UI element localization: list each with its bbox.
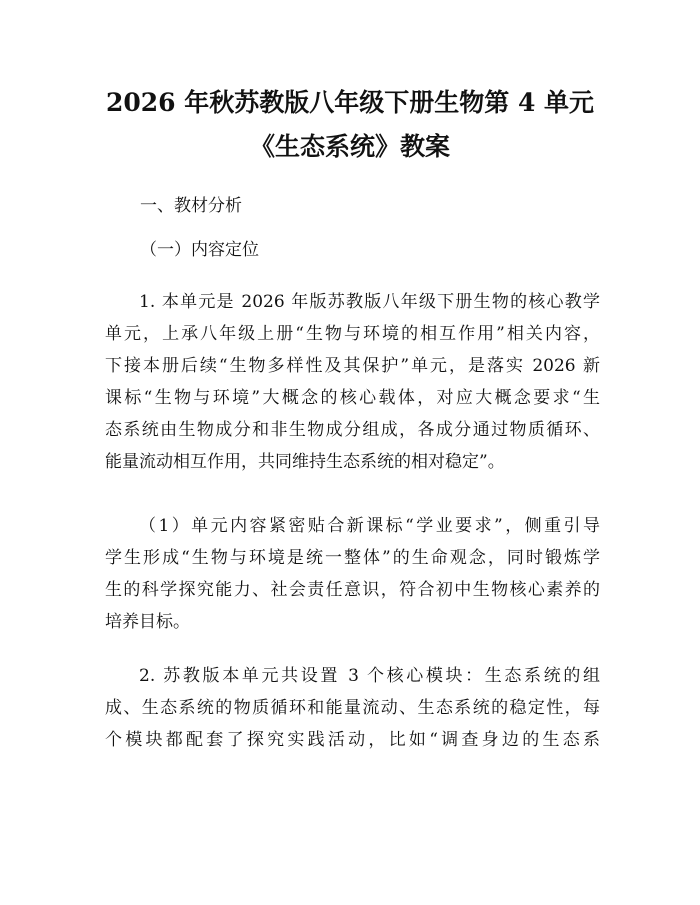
paragraph-line: 课标“生物与环境”大概念的核心载体，对应大概念要求“生	[105, 388, 600, 408]
section-heading-textbook-analysis: 一、教材分析	[140, 196, 242, 216]
paragraph-line: 个模块都配套了探究实践活动，比如“调查身边的生态系	[105, 730, 600, 750]
paragraph-line: （1）单元内容紧密贴合新课标“学业要求”，侧重引导	[139, 516, 600, 536]
paragraph-line: 单元，上承八年级上册“生物与环境的相互作用”相关内容，	[105, 324, 600, 344]
paragraph-line: 2. 苏教版本单元共设置 3 个核心模块：生态系统的组	[139, 666, 600, 686]
paragraph-line: 能量流动相互作用，共同维持生态系统的相对稳定”。	[105, 452, 505, 472]
paragraph-line: 生的科学探究能力、社会责任意识，符合初中生物核心素养的	[105, 580, 600, 600]
paragraph-core-modules	[105, 660, 600, 756]
paragraph-line: 培养目标。	[105, 612, 190, 632]
paragraph-curriculum-requirements	[105, 510, 600, 638]
paragraph-line: 学生形成“生物与环境是统一整体”的生命观念，同时锻炼学	[105, 548, 600, 568]
document-title-line-1: 2026 年秋苏教版八年级下册生物第 4 单元	[105, 88, 595, 117]
document-title-line-2: 《生态系统》教案	[249, 132, 450, 161]
paragraph-line: 态系统由生物成分和非生物成分组成，各成分通过物质循环、	[105, 420, 600, 440]
paragraph-line: 下接本册后续“生物多样性及其保护”单元，是落实 2026 新	[105, 356, 600, 376]
subsection-heading-content-positioning: （一）内容定位	[140, 240, 259, 260]
paragraph-unit-overview	[105, 286, 600, 478]
paragraph-line: 1. 本单元是 2026 年版苏教版八年级下册生物的核心教学	[139, 292, 600, 312]
paragraph-line: 成、生态系统的物质循环和能量流动、生态系统的稳定性，每	[105, 698, 600, 718]
